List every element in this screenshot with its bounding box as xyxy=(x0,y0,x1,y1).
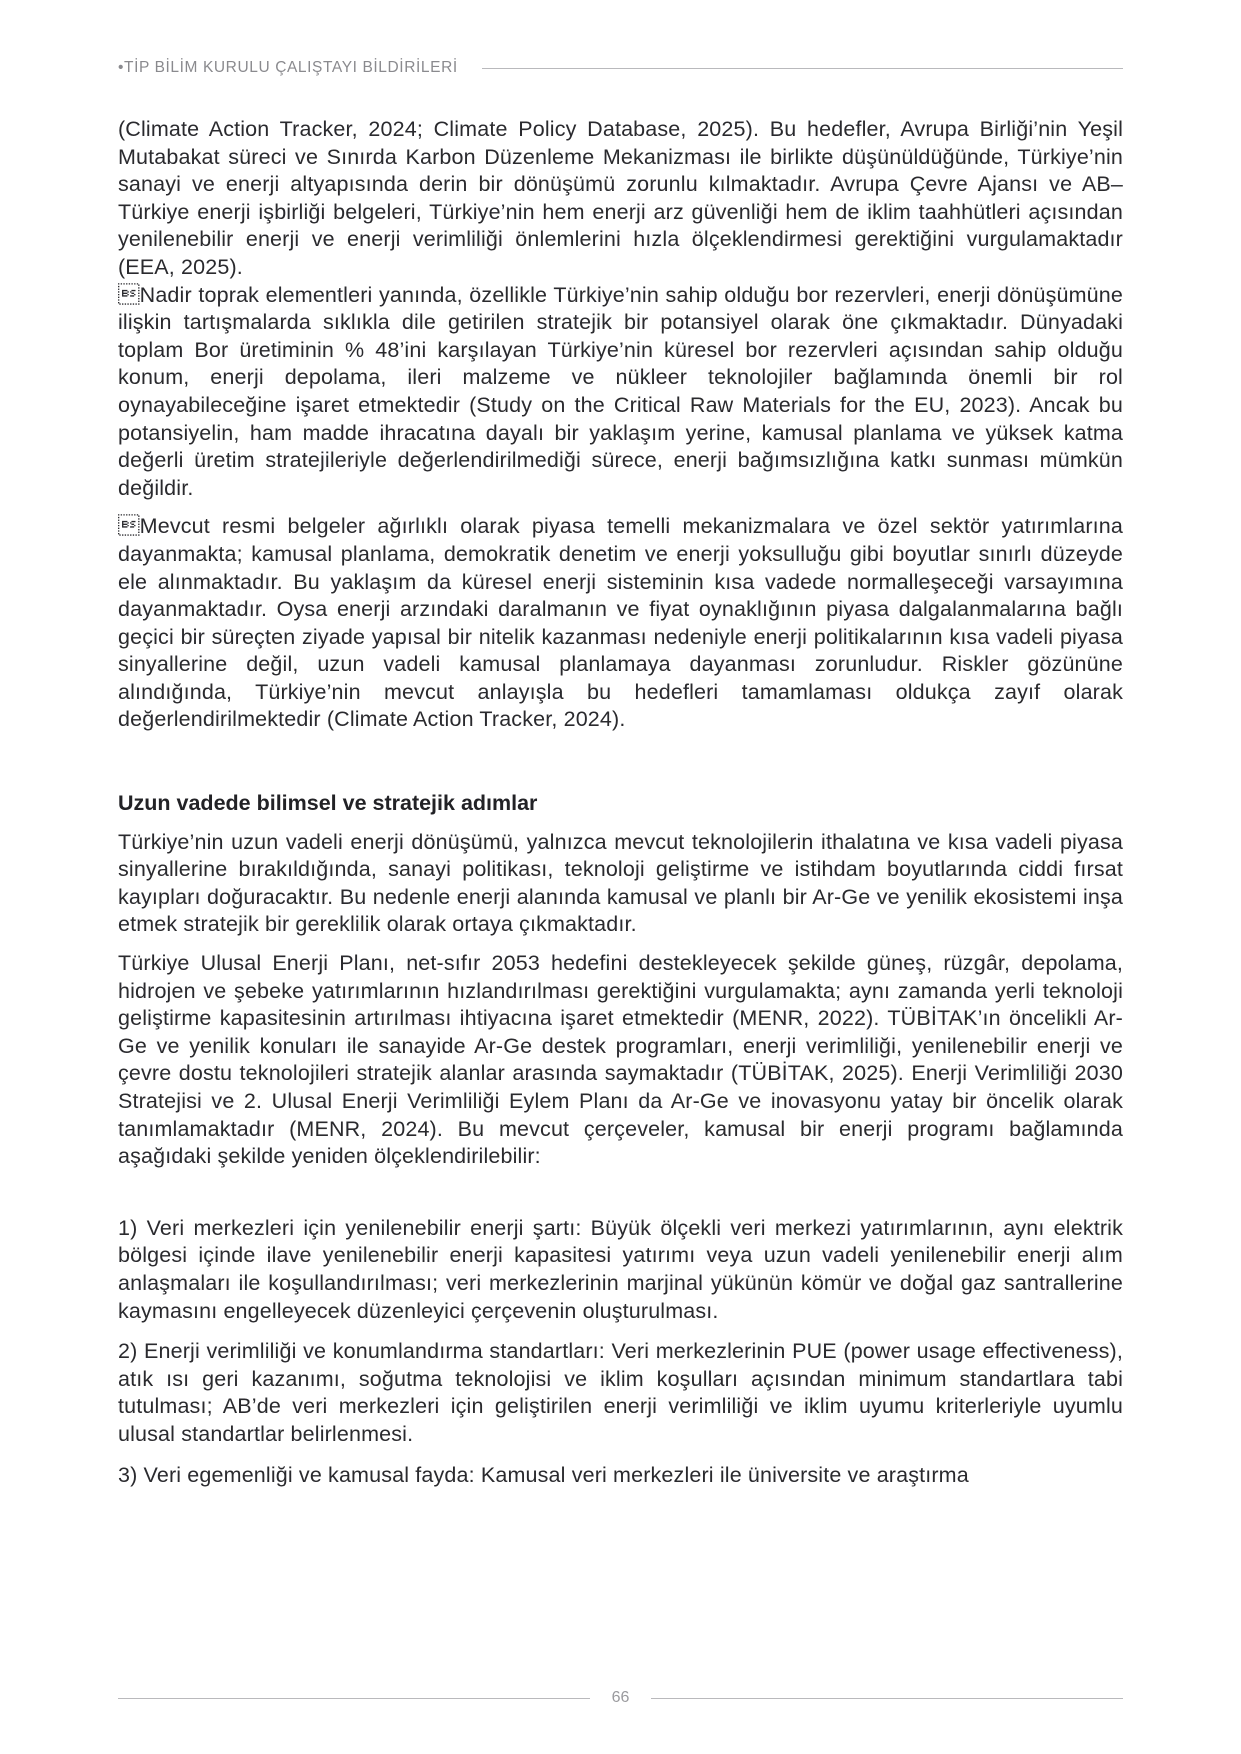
paragraph-1: (Climate Action Tracker, 2024; Climate Policy Database, 2025). Bu hedefler, Avrupa Birliği’nin Yeşil Mutabakat süreci ve Sınırda Karbon Düzenleme Mekanizması ile birlikte düşünüldüğünde, Türkiye’nin sanayi ve enerji altyapısında derin bir dönüşümü zorunlu kılmaktadır. Avrupa Çevre Ajansı ve AB–Türkiye enerji işbirliği belgeleri, Türkiye’nin hem enerji arz güvenliği hem de iklim taahhütleri açısından yenilenebilir enerji ve enerji verimliliği önlemlerini hızla ölçeklendirmesi gerektiğini vurgulamaktadır (EEA, 2025). xyxy=(118,117,1123,279)
running-header xyxy=(118,57,1123,79)
section-heading: Uzun vadede bilimsel ve stratejik adımlar xyxy=(118,791,538,816)
list-item-1: 1) Veri merkezleri için yenilenebilir enerji şartı: Büyük ölçekli veri merkezi yatırımlarının, aynı elektrik bölgesi içinde ilave yenilenebilir enerji kapasitesi yatırımı veya uzun vadeli yenilenebilir enerji alım anlaşmaları ile koşullandırılması; veri merkezlerinin marjinal yükünün kömür ve doğal gaz santrallerine kaymasını engelleyecek düzenleyici çerçevenin oluşturulması. xyxy=(118,1215,1123,1323)
footer-rule-left xyxy=(118,1698,590,1699)
list-item-2: 2) Enerji verimliliği ve konumlandırma standartları: Veri merkezlerinin PUE (power usage effectiveness), atık ısı geri kazanımı, soğutma teknolojisi ve iklim koşulları açısından minimum standartlara tabi tutulması; AB’de veri merkezleri için geliştirilen enerji verimliliği ve iklim uyumu kriterleriyle uyumlu ulusal standartlar belirlenmesi. xyxy=(118,1339,1123,1446)
footer-rule-right xyxy=(651,1698,1123,1699)
list-item-3: 3) Veri egemenliği ve kamusal fayda: Kamusal veri merkezleri ile üniversite ve araştırma xyxy=(118,1462,969,1487)
section-paragraph-2: Türkiye Ulusal Enerji Planı, net-sıfır 2053 hedefini destekleyecek şekilde güneş, rüzgâr, depolama, hidrojen ve şebeke yatırımlarının hızlandırılması gerektiğini vurgulamakta; aynı zamanda yerli teknoloji geliştirme kapasitesinin artırılması ihtiyacına işaret etmektedir (MENR, 2022). TÜBİTAK’ın öncelikli Ar-Ge ve yenilik konuları ile sanayide Ar-Ge destek programları, enerji verimliliği, yenilenebilir enerji ve çevre dostu teknolojileri stratejik alanlar arasında saymaktadır (TÜBİTAK, 2025). Enerji Verimliliği 2030 Stratejisi ve 2. Ulusal Enerji Verimliliği Eylem Planı da Ar-Ge ve inovasyonu yatay bir öncelik olarak tanımlamaktadır (MENR, 2024). Bu mevcut çerçeveler, kamusal bir enerji programı bağlamında aşağıdaki şekilde yeniden ölçeklendirilebilir: xyxy=(118,951,1123,1169)
header-rule xyxy=(482,68,1123,69)
page-number: 66 xyxy=(611,1689,630,1706)
paragraph-2: Nadir toprak elementleri yanında, özellikle Türkiye’nin sahip olduğu bor rezervleri, enerji dönüşümüne ilişkin tartışmalarda sıklıkla dile getirilen stratejik bir potansiyel olarak öne çıkmaktadır. Dünyadaki toplam Bor üretiminin % 48’ini karşılayan Türkiye’nin küresel bor rezervleri açısından sahip olduğu konum, enerji depolama, ileri malzeme ve nükleer teknolojiler bağlamında önemli bir rol oynayabileceğine işaret etmektedir (Study on the Critical Raw Materials for the EU, 2023). Ancak bu potansiyelin, ham madde ihracatına dayalı bir yaklaşım yerine, kamusal planlama ve yüksek katma değerli üretim stratejileriyle değerlendirilmediği sürece, enerji bağımsızlığına katkı sunması mümkün değildir. xyxy=(118,282,1123,500)
section-paragraph-1: Türkiye’nin uzun vadeli enerji dönüşümü, yalnızca mevcut teknolojilerin ithalatına ve kısa vadeli piyasa sinyallerine bırakıldığında, sanayi politikası, teknoloji geliştirme ve istihdam boyutlarında ciddi fırsat kayıpları doğuracaktır. Bu nedenle enerji alanında kamusal ve planlı bir Ar-Ge ve yenilik ekosistemi inşa etmek stratejik bir gereklilik olarak ortaya çıkmaktadır. xyxy=(118,829,1123,937)
header-title: •TİP BİLİM KURULU ÇALIŞTAYI BİLDİRİLERİ xyxy=(118,59,458,76)
page-footer xyxy=(118,1687,1123,1709)
paragraph-3: Mevcut resmi belgeler ağırlıklı olarak piyasa temelli mekanizmalara ve özel sektör yatırımlarına dayanmakta; kamusal planlama, demokratik denetim ve enerji yoksulluğu gibi boyutlar sınırlı düzeyde ele alınmaktadır. Bu yaklaşım da küresel enerji sisteminin kısa vadede normalleşeceği varsayımına dayanmaktadır. Oysa enerji arzındaki daralmanın ve fiyat oynaklığının piyasa dalgalanmalarına bağlı geçici bir süreçten ziyade yapısal bir nitelik kazanması nedeniyle enerji politikalarının kısa vadeli piyasa sinyallerine değil, uzun vadeli kamusal planlamaya dayanması zorunludur. Riskler gözününe alındığında, Türkiye’nin mevcut anlayışla bu hedefleri tamamlaması oldukça zayıf olarak değerlendirilmektedir (Climate Action Tracker, 2024). xyxy=(118,514,1123,732)
page-body xyxy=(118,116,1123,1489)
